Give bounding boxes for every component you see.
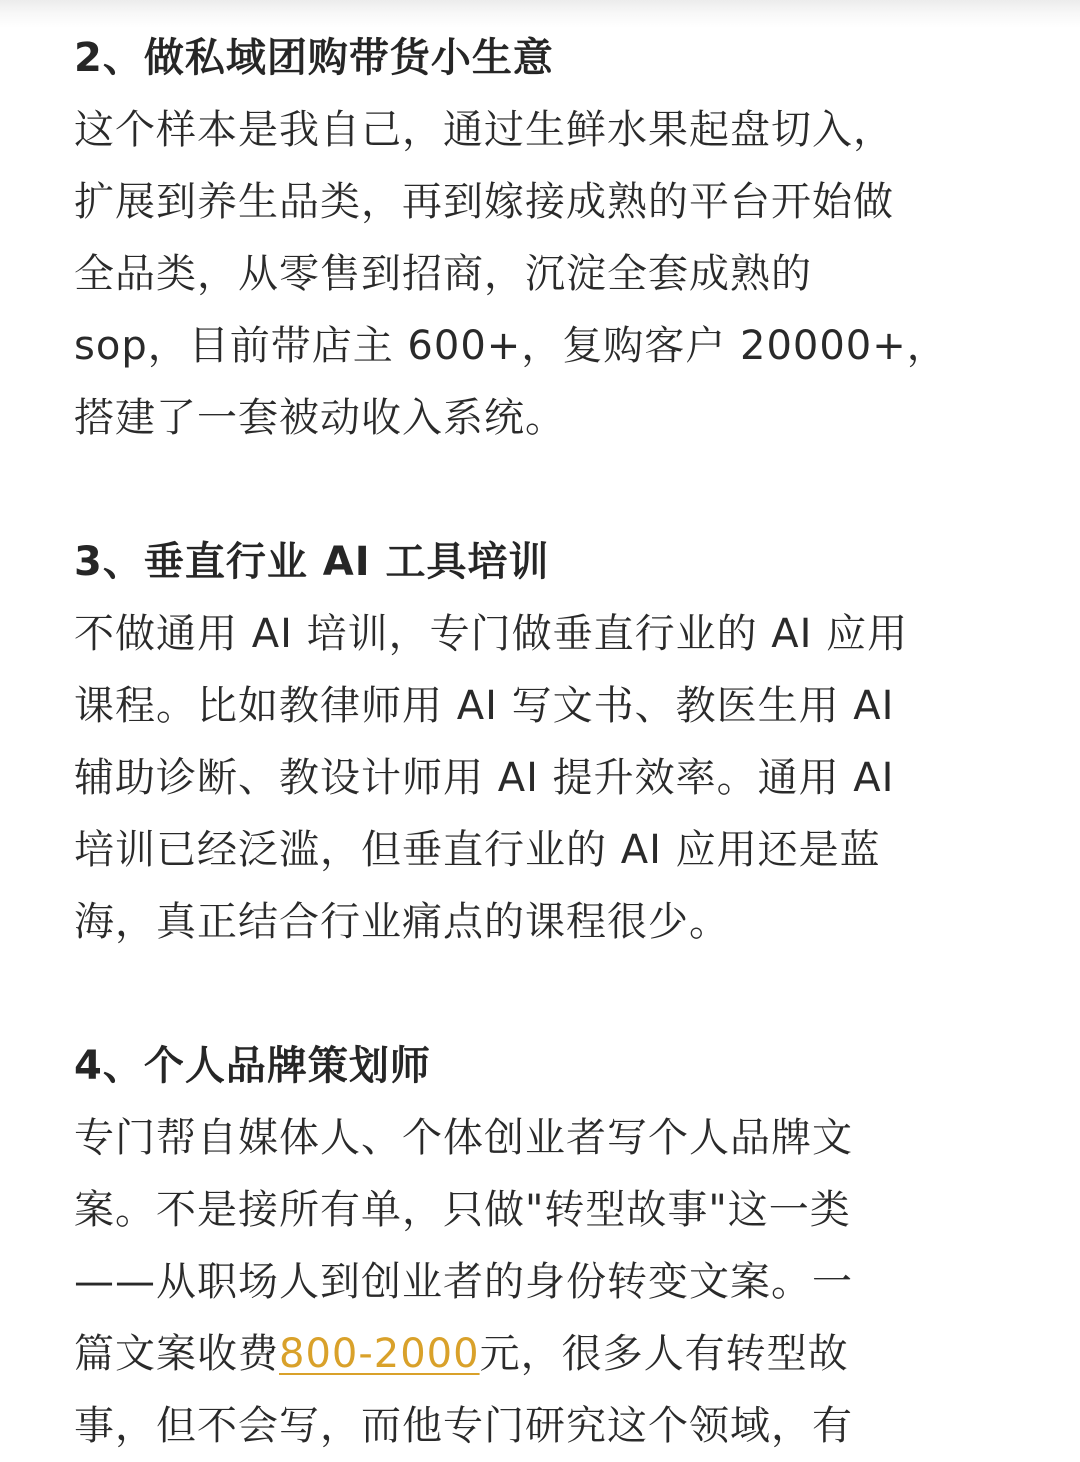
paragraph-line: 扩展到养生品类，再到嫁接成熟的平台开始做 — [74, 179, 894, 225]
section-personal-brand-planner — [74, 1030, 1014, 1462]
section-vertical-ai-training — [74, 526, 1014, 958]
paragraph-line: sop，目前带店主 600+，复购客户 20000+， — [74, 323, 948, 369]
paragraph-line: ——从职场人到创业者的身份转变文案。一 — [74, 1259, 853, 1305]
paragraph-line: 搭建了一套被动收入系统。 — [74, 395, 566, 441]
paragraph-line: 专门帮自媒体人、个体创业者写个人品牌文 — [74, 1115, 853, 1161]
section-title: 2、做私域团购带货小生意 — [74, 35, 554, 81]
section-paragraph — [74, 1102, 1014, 1462]
paragraph-line: 这个样本是我自己，通过生鲜水果起盘切入， — [74, 107, 894, 153]
paragraph-line: 案。不是接所有单，只做"转型故事"这一类 — [74, 1187, 851, 1233]
section-gap — [74, 454, 1014, 526]
paragraph-line: 海，真正结合行业痛点的课程很少。 — [74, 899, 730, 945]
section-title: 4、个人品牌策划师 — [74, 1043, 431, 1089]
section-paragraph — [74, 94, 1014, 454]
paragraph-line: 辅助诊断、教设计师用 AI 提升效率。通用 AI — [74, 755, 895, 801]
article-body — [74, 22, 1014, 1462]
price-text-after: 元，很多人有转型故 — [479, 1331, 849, 1377]
paragraph-line: 课程。比如教律师用 AI 写文书、教医生用 AI — [74, 683, 895, 729]
section-private-group-buying — [74, 22, 1014, 454]
price-text-before: 篇文案收费 — [74, 1331, 279, 1377]
paragraph-line: 事，但不会写，而他专门研究这个领域，有 — [74, 1403, 853, 1449]
section-title: 3、垂直行业 AI 工具培训 — [74, 539, 550, 585]
paragraph-line: 全品类，从零售到招商，沉淀全套成熟的 — [74, 251, 812, 297]
price-line — [74, 1318, 1014, 1390]
price-highlight[interactable]: 800-2000 — [279, 1331, 480, 1377]
paragraph-line: 培训已经泛滥，但垂直行业的 AI 应用还是蓝 — [74, 827, 881, 873]
section-gap — [74, 958, 1014, 1030]
section-paragraph — [74, 598, 1014, 958]
paragraph-line: 不做通用 AI 培训，专门做垂直行业的 AI 应用 — [74, 611, 909, 657]
